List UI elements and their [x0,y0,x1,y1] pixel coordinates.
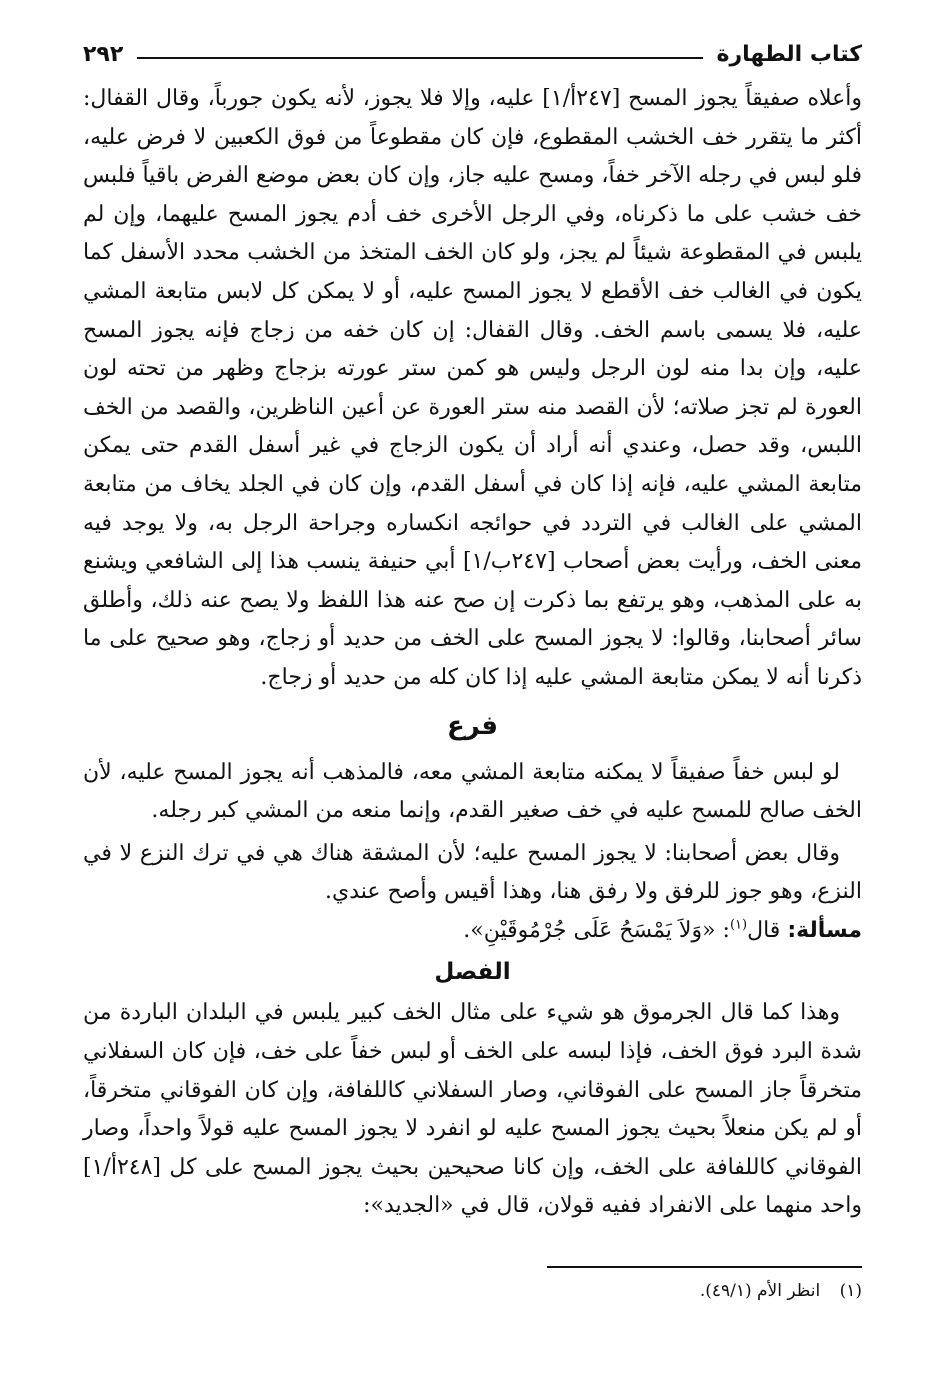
main-text [83,80,862,1226]
footnote-text: انظر الأم (٤٩/١). [699,1281,821,1301]
page-number: ٢٩٢ [83,41,124,67]
masala-label: مسألة: [787,917,862,943]
book-title: كتاب الطهارة [716,41,862,67]
footnote-rule [547,1266,862,1268]
footnote [83,1279,862,1303]
running-head [83,34,862,74]
footnote-reference: (١) [729,917,748,933]
masala-qal: قال [747,917,781,943]
masala-quote: : «وَلاَ يَمْسَحُ عَلَى جُرْمُوقَيْنِ». [463,917,730,943]
masala-line [83,912,862,951]
paragraph-far-1: لو لبس خفاً صفيقاً لا يمكنه متابعة المشي معه، فالمذهب أنه يجوز المسح عليه، لأن الخف صالح للمسح عليه في خف صغير القدم، وإنما منعه من المشي كبر رجله. [83,759,862,824]
paragraph-intro: وأعلاه صفيقاً يجوز المسح [٢٤٧أ/١] عليه، وإلا فلا يجوز، لأنه يكون جورباً، وقال القفال: أكثر ما يتقرر خف الخشب المقطوع، فإن كان مقطوعاً من فوق الكعبين لا فرض عليه، فلو لبس في رجله الآخر خفاً، ومسح عليه جاز، وإن كان بعض موضع الفرض باقياً فلبس خف خشب على ما ذكرناه، وفي الرجل الأخرى خف أدم يجوز المسح عليهما، وإن لم يلبس في المقطوعة شيئاً لم يجز، ولو كان الخف المتخذ من الخشب محدد الأسفل كما يكون في الغالب خف الأقطع لا يجوز المسح عليه، أو لا يمكن كل لابس متابعة المشي عليه، فلا يسمى باسم الخف. وقال القفال: إن كان خفه من زجاج فإنه يجوز المسح عليه، وإن بدا منه لون الرجل وليس هو كمن ستر عورته بزجاج وظهر من تحته لون العورة لم تجز صلاته؛ لأن القصد منه ستر العورة عن أعين الناظرين، والقصد من الخف اللبس، وقد حصل، وعندي أنه أراد أن يكون الزجاج في غير أسفل القدم حتى يمكن متابعة المشي عليه، فإنه إذا كان في أسفل القدم، وإن كان في الجلد يخاف من متابعة المشي على الغالب في التردد في حوائجه انكساره وجراحة الرجل به، ولا يوجد فيه معنى الخف، ورأيت بعض أصحاب [٢٤٧ب/١] أبي حنيفة ينسب هذا إلى الشافعي ويشنع به على المذهب، وهو يرتفع بما ذكرت إن صح عنه هذا اللفظ ولا يصح عنه ذلك، وأطلق سائر أصحابنا، وقالوا: لا يجوز المسح على الخف من حديد أو زجاج، وهو صحيح على ما ذكرنا أنه لا يمكن متابعة المشي عليه إذا كان كله من حديد أو زجاج. [83,86,862,690]
heading-far: فرع [447,710,498,741]
footnote-number: (١) [839,1281,862,1301]
paragraph-far-2: وقال بعض أصحابنا: لا يجوز المسح عليه؛ لأن المشقة هناك هي في ترك النزع لا في النزع، وهو جوز للرفق ولا رفق هنا، وهذا أقيس وأصح عندي. [83,840,862,905]
header-rule [137,57,702,59]
paragraph-fasl: وهذا كما قال الجرموق هو شيء على مثال الخف كبير يلبس في البلدان الباردة من شدة البرد فوق الخف، فإذا لبسه على الخف أو لبس خفاً على خف، فإن كان السفلاني متخرقاً جاز المسح على الفوقاني، وصار السفلاني كاللفافة، وإن كان الفوقاني متخرقاً، أو لم يكن منعلاً بحيث يجوز المسح عليه لو انفرد لا يجوز المسح عليه قولاً واحداً، وصار الفوقاني كاللفافة على الخف، وإن كانا صحيحين بحيث يجوز المسح على كل [٢٤٨أ/١] واحد منهما على الانفراد ففيه قولان، قال في «الجديد»: [83,1000,862,1219]
heading-fasl: الفصل [434,959,511,986]
